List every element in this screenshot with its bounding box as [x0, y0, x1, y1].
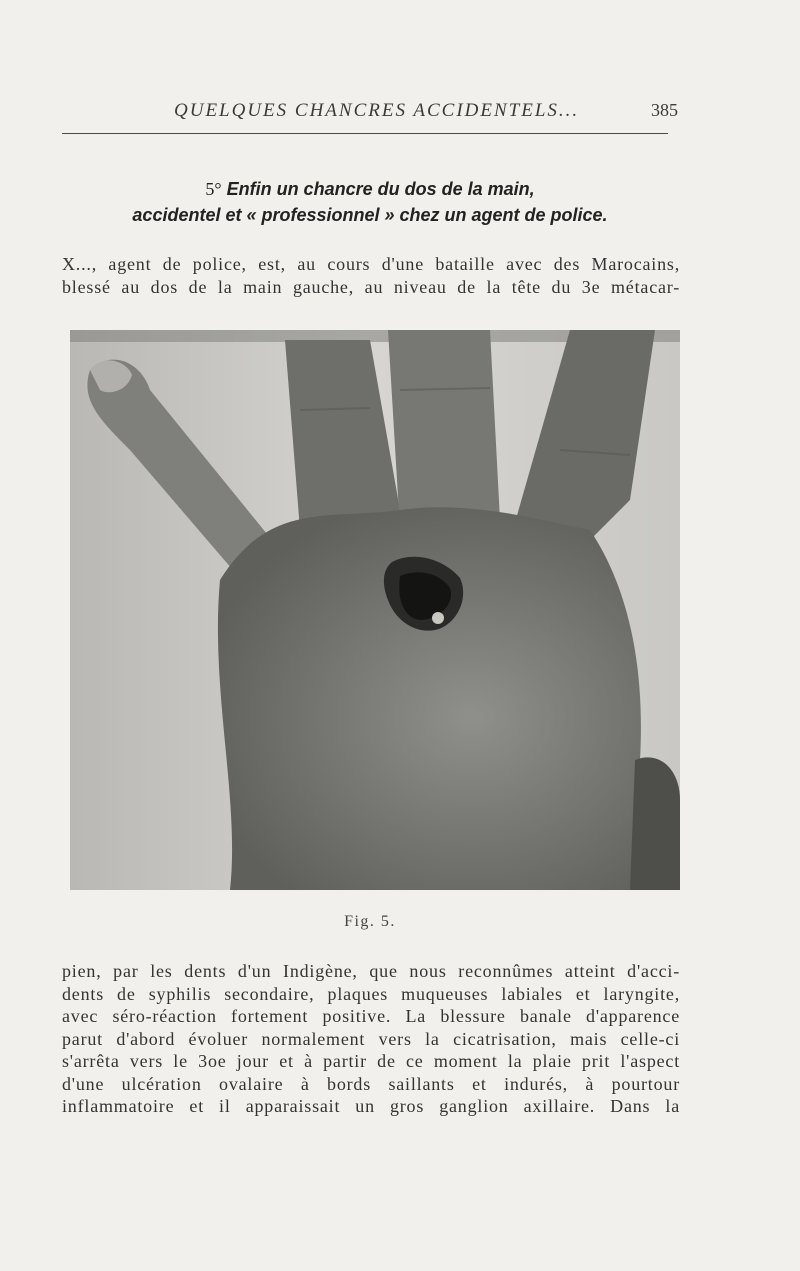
body-line: inflammatoire et il apparaissait un gros ganglion axillaire. Dans la — [62, 1096, 680, 1116]
body-paragraph — [62, 960, 680, 1118]
body-line: parut d'abord évoluer normalement vers la cicatrisation, mais celle-ci — [62, 1028, 680, 1049]
section-heading-line-1 — [62, 176, 678, 202]
body-line: d'une ulcération ovalaire à bords saillants et indurés, à pourtour — [62, 1073, 680, 1094]
intro-line: blessé au dos de la main gauche, au niveau de la tête du 3e métacar- — [62, 276, 680, 297]
body-line: s'arrêta vers le 3oe jour et à partir de ce moment la plaie prit l'aspect — [62, 1051, 680, 1071]
header-rule — [62, 133, 668, 134]
intro-paragraph — [62, 253, 680, 298]
page-number: 385 — [651, 100, 678, 120]
intro-line: X..., agent de police, est, au cours d'une bataille avec des Marocains, — [62, 254, 680, 274]
section-number: 5° — [205, 179, 222, 199]
hand-photograph — [70, 330, 680, 890]
running-head — [62, 100, 678, 126]
section-heading — [62, 176, 678, 228]
body-line: dents de syphilis secondaire, plaques muqueuses labiales et laryngite, — [62, 983, 680, 1004]
body-line: pien, par les dents d'un Indigène, que nous reconnûmes atteint d'acci- — [62, 961, 680, 981]
section-heading-line-2: accidentel et « professionnel » chez un agent de police. — [132, 205, 608, 225]
figure-caption: Fig. 5. — [344, 913, 396, 930]
body-line: avec séro-réaction fortement positive. La blessure banale d'apparence — [62, 1006, 680, 1026]
running-title: QUELQUES CHANCRES ACCIDENTELS... — [174, 100, 580, 121]
section-heading-text-1: Enfin un chancre du dos de la main, — [226, 179, 535, 199]
hand-photo-illustration — [70, 330, 680, 890]
